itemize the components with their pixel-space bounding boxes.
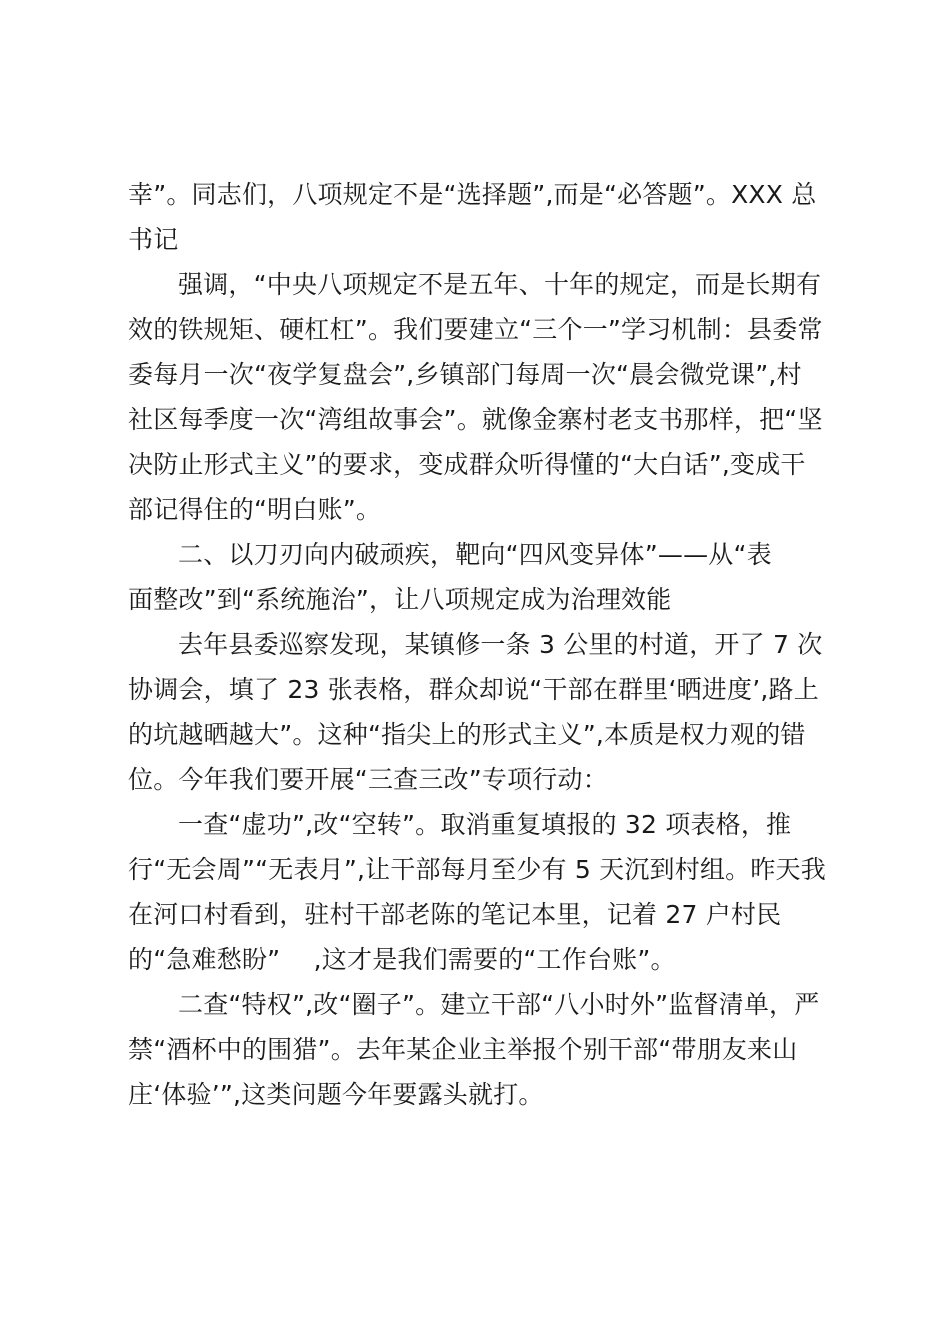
text-line: 委每月一次“夜学复盘会”,乡镇部门每周一次“晨会微党课”,村 (128, 360, 802, 389)
text-line: 一查“虚功”,改“空转”。取消重复填报的 32 项表格，推 (178, 810, 792, 839)
text-line: 部记得住的“明白账”。 (128, 495, 382, 524)
text-line: 的“急难愁盼” ,这才是我们需要的“工作台账”。 (128, 945, 676, 974)
paragraph-4 (128, 802, 840, 982)
paragraph-5 (128, 982, 840, 1117)
heading-line: 面整改”到“系统施治”，让八项规定成为治理效能 (128, 585, 672, 614)
text-line: 书记 (128, 225, 179, 254)
text-line: 位。今年我们要开展“三查三改”专项行动： (128, 765, 608, 794)
text-line: 行“无会周”“无表月”,让干部每月至少有 5 天沉到村组。昨天我 (128, 855, 826, 884)
text-line: 禁“酒杯中的围猎”。去年某企业主举报个别干部“带朋友来山 (128, 1035, 798, 1064)
section-heading (128, 532, 840, 622)
text-line: 的坑越晒越大”。这种“指尖上的形式主义”,本质是权力观的错 (128, 720, 806, 749)
text-line: 庄‘体验’”,这类问题今年要露头就打。 (128, 1080, 544, 1109)
text-line: 决防止形式主义”的要求，变成群众听得懂的“大白话”,变成干 (128, 450, 806, 479)
text-line: 强调，“中央八项规定不是五年、十年的规定，而是长期有 (178, 270, 822, 299)
text-line: 协调会，填了 23 张表格，群众却说“干部在群里‘晒进度’,路上 (128, 675, 819, 704)
paragraph-3 (128, 622, 840, 802)
text-line: 在河口村看到，驻村干部老陈的笔记本里，记着 27 户村民 (128, 900, 782, 929)
paragraph-1 (128, 172, 840, 262)
document-body (128, 172, 840, 1117)
text-line: 二查“特权”,改“圈子”。建立干部“八小时外”监督清单，严 (178, 990, 820, 1019)
heading-line: 二、以刀刃向内破顽疾，靶向“四风变异体”——从“表 (178, 540, 772, 569)
text-line: 社区每季度一次“湾组故事会”。就像金寨村老支书那样，把“坚 (128, 405, 823, 434)
paragraph-2 (128, 262, 840, 532)
text-line: 去年县委巡察发现，某镇修一条 3 公里的村道，开了 7 次 (178, 630, 823, 659)
text-line: 效的铁规矩、硬杠杠”。我们要建立“三个一”学习机制：县委常 (128, 315, 823, 344)
text-line: 幸”。同志们，八项规定不是“选择题”,而是“必答题”。XXX 总 (128, 180, 817, 209)
